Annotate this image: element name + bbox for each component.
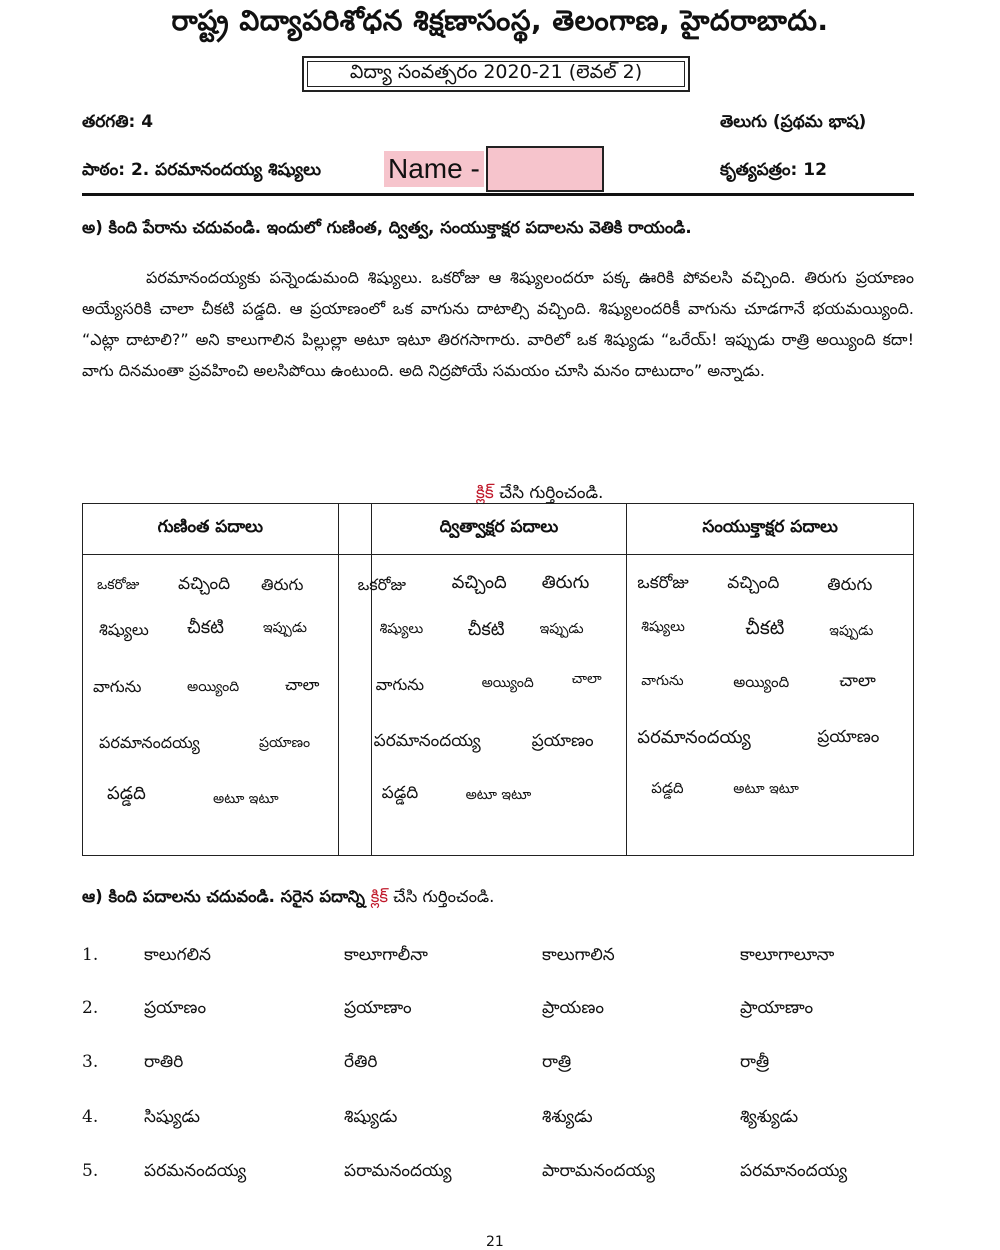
column-header-dvitva: ద్విత్వాక్షర పదాలు (371, 504, 627, 555)
word-option[interactable]: చాలా (571, 671, 602, 687)
answer-option[interactable]: ప్రాయణం (542, 998, 605, 1018)
question-number: 1. (82, 945, 99, 965)
answer-option[interactable]: పరమానందయ్య (740, 1161, 848, 1181)
word-option[interactable]: శిష్యులు (379, 621, 424, 637)
name-input[interactable] (486, 146, 604, 192)
answer-option[interactable]: ప్రయాణాం (344, 998, 412, 1018)
worksheet-label: కృత్యపత్రం: 12 (720, 160, 827, 180)
word-option[interactable]: అటూ ఇటూ (213, 791, 279, 807)
section-b-instruction-end: చేసి గుర్తించండి. (387, 887, 495, 906)
answer-option[interactable]: శిశ్యుడు (542, 1107, 593, 1127)
word-option[interactable]: ఒకరోజు (97, 577, 140, 593)
click-word: క్లిక్ (370, 887, 388, 906)
click-word: క్లిక్ (476, 483, 494, 503)
class-label: తరగతి: 4 (82, 112, 154, 132)
word-option[interactable]: అటూ ఇటూ (733, 781, 799, 797)
answer-option[interactable]: కాలుగాలిన (542, 945, 615, 965)
word-option[interactable]: పడ్డది (381, 783, 419, 803)
section-a-instruction: అ) కింది పేరాను చదువండి. ఇందులో గుణింత, ద్విత్వ, సంయుక్తాక్షర పదాలను వెతికి రాయండి. (82, 218, 692, 237)
word-option[interactable]: ఇప్పుడు (829, 623, 874, 639)
answer-option[interactable]: ప్రయాణం (144, 998, 207, 1018)
word-option[interactable]: ఒకరోజు (357, 575, 406, 594)
question-number: 3. (82, 1052, 99, 1072)
word-option[interactable]: పరమానందయ్య (99, 733, 200, 752)
word-option[interactable]: తిరుగు (541, 572, 590, 593)
word-option[interactable]: అటూ ఇటూ (465, 787, 532, 803)
word-option[interactable]: శిష్యులు (641, 619, 685, 635)
word-option[interactable]: శిష్యులు (99, 620, 149, 639)
word-sort-table (82, 503, 914, 856)
word-option[interactable]: చీకటి (745, 617, 785, 639)
page-title: రాష్ట్ర విద్యాపరిశోధన శిక్షణాసంస్థ, తెలంగాణ, హైదరాబాదు. (171, 4, 829, 37)
question-number: 2. (82, 998, 99, 1018)
word-option[interactable]: వాగును (93, 677, 142, 696)
academic-year-box (302, 56, 690, 92)
question-number: 5. (82, 1161, 99, 1181)
name-label: Name - (384, 151, 484, 187)
word-option[interactable]: వాగును (375, 675, 425, 694)
answer-option[interactable]: శిష్యుడు (344, 1107, 398, 1127)
lesson-label: పాఠం: 2. పరమానందయ్య శిష్యులు (82, 160, 322, 180)
word-option[interactable]: ఇప్పుడు (263, 620, 308, 636)
answer-option[interactable]: రేతిరి (344, 1052, 378, 1072)
name-field-group (384, 147, 604, 191)
word-option[interactable]: ప్రయాణం (817, 727, 880, 747)
question-number: 4. (82, 1107, 99, 1127)
word-option[interactable]: ఇప్పుడు (539, 621, 584, 637)
word-option[interactable]: చీకటి (187, 617, 225, 638)
column-header-gunintha: గుణింత పదాలు (83, 504, 339, 555)
answer-option[interactable]: కాలూగాలీనా (344, 945, 428, 965)
answer-option[interactable]: ప్రాయాణాం (740, 998, 814, 1018)
word-option[interactable]: వాగును (641, 673, 684, 689)
answer-option[interactable]: సిష్యుడు (144, 1107, 200, 1127)
word-option[interactable]: వచ్చింది (727, 573, 780, 593)
word-option[interactable]: ప్రయాణం (531, 731, 594, 751)
header-divider (82, 193, 914, 196)
table-instruction-text: చేసి గుర్తించండి. (493, 483, 604, 503)
word-option[interactable]: అయ్యింది (481, 675, 534, 691)
page-number: 21 (486, 1234, 504, 1250)
answer-option[interactable]: కాలూగాలూనా (740, 945, 835, 965)
word-option[interactable]: చాలా (839, 671, 876, 691)
answer-option[interactable]: పారామనందయ్య (542, 1161, 655, 1181)
answer-option[interactable]: రాత్రీ (740, 1052, 770, 1072)
word-option[interactable]: తిరుగు (261, 575, 304, 594)
answer-option[interactable]: పరామనందయ్య (344, 1161, 452, 1181)
answer-option[interactable]: పరమనందయ్య (144, 1161, 247, 1181)
subject-label: తెలుగు (ప్రథమ భాష) (720, 112, 867, 132)
word-option[interactable]: పడ్డది (651, 779, 684, 797)
word-option[interactable]: పరమానందయ్య (637, 727, 751, 748)
column-spacer (338, 504, 371, 555)
section-b-instruction-start: ఆ) కింది పదాలను చదువండి. సరైన పదాన్ని (82, 887, 371, 906)
word-option[interactable]: అయ్యింది (187, 679, 240, 695)
answer-option[interactable]: రాత్రి (542, 1052, 572, 1072)
answer-option[interactable]: కాలుగలిన (144, 945, 211, 965)
word-option[interactable]: వచ్చింది (178, 574, 231, 594)
answer-option[interactable]: శ్యిశ్యుడు (740, 1107, 799, 1127)
column-header-samyukta: సంయుక్తాక్షర పదాలు (627, 504, 914, 555)
column-dvitva (357, 555, 627, 856)
word-option[interactable]: తిరుగు (827, 575, 873, 595)
reading-paragraph (82, 262, 914, 386)
section-b-instruction (82, 887, 494, 910)
academic-year: విద్యా సంవత్సరం 2020-21 (లెవల్ 2) (349, 60, 643, 83)
word-option[interactable]: ఒకరోజు (637, 573, 689, 593)
answer-option[interactable]: రాతిరి (144, 1052, 184, 1072)
word-option[interactable]: చీకటి (467, 619, 505, 640)
column-spacer-cell (338, 555, 371, 856)
word-option[interactable]: చాలా (285, 675, 320, 694)
paragraph-text: పరమానందయ్యకు పన్నెండుమంది శిష్యులు. ఒకరోజు ఆ శిష్యులందరూ పక్క ఊరికి పోవలసి వచ్చింది. తిరుగు ప్రయాణం అయ్యేసరికి చాలా చీకటి పడ్డది. ఆ ప్రయాణంలో ఒక వాగును దాటాల్సి వచ్చింది. శిష్యులందరికీ వాగును చూడగానే భయమయ్యింది. “ఎట్లా దాటాలి?” అని కాలుగాలిన పిల్లుల్లా అటూ ఇటూ తిరగసాగారు. వారిలో ఒక శిష్యుడు “ఒరేయ్! ఇప్పుడు రాత్రి అయ్యింది కదా! వాగు దినమంతా ప్రవహించి అలసిపోయి ఉంటుంది. అది నిద్రపోయే సమయం చూసి మనం దాటుదాం” అన్నాడు. (82, 268, 914, 380)
column-gunintha (83, 555, 339, 856)
word-option[interactable]: ప్రయాణం (259, 735, 311, 751)
word-option[interactable]: పరమానందయ్య (373, 731, 481, 751)
word-option[interactable]: పడ్డది (107, 783, 146, 804)
word-option[interactable]: వచ్చింది (451, 572, 507, 593)
column-samyukta (627, 555, 914, 856)
word-option[interactable]: అయ్యింది (733, 673, 790, 691)
